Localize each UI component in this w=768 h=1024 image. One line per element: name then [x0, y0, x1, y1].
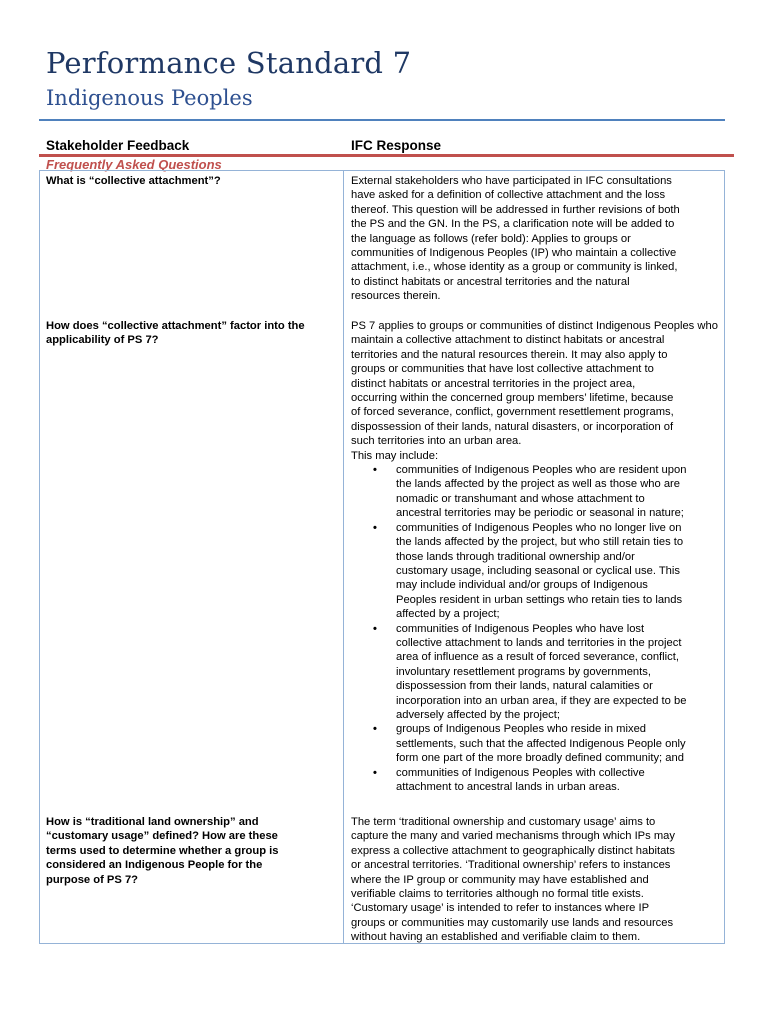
bullet-line: area of influence as a result of forced severance, conflict, — [396, 651, 679, 664]
bullet-icon: • — [373, 766, 377, 779]
bullet-line: the lands affected by the project, but who still retain ties to — [396, 536, 684, 549]
bullet-icon: • — [373, 521, 377, 534]
question-line: How is “traditional land ownership” and — [46, 816, 259, 828]
answer-line: the language as follows (refer bold): Applies to groups or — [351, 232, 631, 245]
page-subtitle: Indigenous Peoples — [46, 86, 253, 110]
bullet-line: communities of Indigenous Peoples who are resident upon — [396, 464, 687, 477]
bullet-list — [351, 463, 721, 794]
question-line: applicability of PS 7? — [46, 334, 159, 347]
bullet-line: communities of Indigenous Peoples who have lost — [396, 622, 645, 635]
column-header-stakeholder-feedback: Stakeholder Feedback — [46, 138, 190, 153]
bullet-line: settlements, such that the affected Indigenous People only — [396, 737, 686, 750]
answer-line: without having an established and verifiable claim to them. — [351, 931, 641, 944]
answer-line: The term ‘traditional ownership and customary usage’ aims to — [351, 816, 656, 828]
question-line: How does “collective attachment” factor into the — [46, 320, 305, 332]
answer-line: have asked for a definition of collective attachment and the loss — [351, 189, 666, 202]
answer-line: resources therein. — [351, 290, 441, 303]
bullet-line: incorporation into an urban area, if they are expected to be — [396, 694, 687, 707]
bullet-line: form one part of the more broadly defined community; and — [396, 752, 684, 765]
answer-line: express a collective attachment to geographically distinct habitats — [351, 844, 675, 857]
answer-line: where the IP group or community may have established and — [351, 873, 649, 886]
answer-line: verifiable claims to territories although no formal title exists. — [351, 888, 644, 901]
bullet-item — [351, 622, 721, 723]
answer-line: of forced severance, conflict, government resettlement programs, — [351, 406, 674, 419]
bullet-line: communities of Indigenous Peoples with collective — [396, 766, 645, 779]
bullet-item — [351, 766, 721, 795]
answer-applicability — [351, 319, 721, 794]
bullet-line: those lands through traditional ownership and/or — [396, 550, 635, 563]
bullet-line: may include individual and/or groups of Indigenous — [396, 579, 648, 592]
answer-line: territories and the natural resources therein. It may also apply to — [351, 348, 668, 361]
answer-line: or ancestral territories. ‘Traditional ownership’ refers to instances — [351, 859, 671, 872]
answer-line: dispossession of their lands, natural disasters, or incorporation of — [351, 420, 674, 433]
bullet-icon: • — [373, 622, 377, 635]
bullet-line: groups of Indigenous Peoples who reside in mixed — [396, 723, 647, 736]
question-line: purpose of PS 7? — [46, 873, 138, 886]
answer-line: ‘Customary usage’ is intended to refer to instances where IP — [351, 902, 650, 915]
answer-line: thereof. This question will be addressed in further revisions of both — [351, 203, 680, 216]
bullet-line: the lands affected by the project as well as those who are — [396, 478, 681, 491]
bullet-item — [351, 722, 721, 765]
bullet-line: affected by a project; — [396, 608, 500, 621]
answer-line: groups or communities may customarily use lands and resources — [351, 916, 674, 929]
question-line: What is “collective attachment”? — [46, 175, 221, 187]
question-line: terms used to determine whether a group is — [46, 844, 279, 857]
bullet-line: adversely affected by the project; — [396, 708, 560, 721]
bullet-line: communities of Indigenous Peoples who no longer live on — [396, 521, 682, 534]
question-collective-attachment — [46, 174, 338, 188]
bullet-icon: • — [373, 723, 377, 736]
answer-line: PS 7 applies to groups or communities of distinct Indigenous Peoples who — [351, 320, 718, 332]
bullet-line: collective attachment to lands and territories in the project — [396, 636, 682, 649]
bullet-icon: • — [373, 464, 377, 477]
bullet-line: Peoples resident in urban settings who retain ties to lands — [396, 593, 683, 606]
section-label: Frequently Asked Questions — [46, 157, 222, 172]
answer-line: This may include: — [351, 449, 439, 462]
bullet-line: attachment to ancestral lands in urban areas. — [396, 781, 620, 793]
answer-collective-attachment — [351, 174, 721, 304]
answer-line: distinct habitats or ancestral territories in the project area, — [351, 377, 636, 390]
answer-traditional-ownership — [351, 815, 721, 945]
answer-line: External stakeholders who have participated in IFC consultations — [351, 175, 672, 187]
question-line: “customary usage” defined? How are these — [46, 830, 278, 843]
answer-line: the PS and the GN. In the PS, a clarification note will be added to — [351, 218, 675, 231]
bullet-item — [351, 521, 721, 622]
bullet-item — [351, 463, 721, 521]
question-traditional-ownership — [46, 815, 338, 887]
answer-line: attachment, i.e., whose identity as a group or community is linked, — [351, 261, 678, 274]
answer-line: maintain a collective attachment to distinct habitats or ancestral — [351, 334, 665, 347]
question-line: considered an Indigenous People for the — [46, 859, 263, 872]
bullet-line: customary usage, including seasonal or cyclical use. This — [396, 564, 680, 577]
column-divider — [343, 170, 344, 944]
answer-line: groups or communities that have lost collective attachment to — [351, 363, 654, 376]
bullet-line: involuntary resettlement programs by governments, — [396, 665, 651, 678]
column-header-ifc-response: IFC Response — [351, 138, 442, 153]
bullet-line: nomadic or transhumant and whose attachment to — [396, 492, 645, 505]
answer-line: capture the many and varied mechanisms through which IPs may — [351, 830, 675, 843]
title-divider — [39, 119, 725, 121]
answer-line: occurring within the concerned group members’ lifetime, because — [351, 392, 674, 405]
bullet-line: dispossession from their lands, natural calamities or — [396, 680, 653, 693]
answer-line: to distinct habitats or ancestral territories and the natural — [351, 275, 630, 288]
answer-line: communities of Indigenous Peoples (IP) who maintain a collective — [351, 247, 677, 260]
answer-line: such territories into an urban area. — [351, 435, 522, 448]
question-applicability — [46, 319, 338, 348]
page-title: Performance Standard 7 — [46, 46, 412, 80]
bullet-line: ancestral territories may be periodic or seasonal in nature; — [396, 507, 684, 520]
